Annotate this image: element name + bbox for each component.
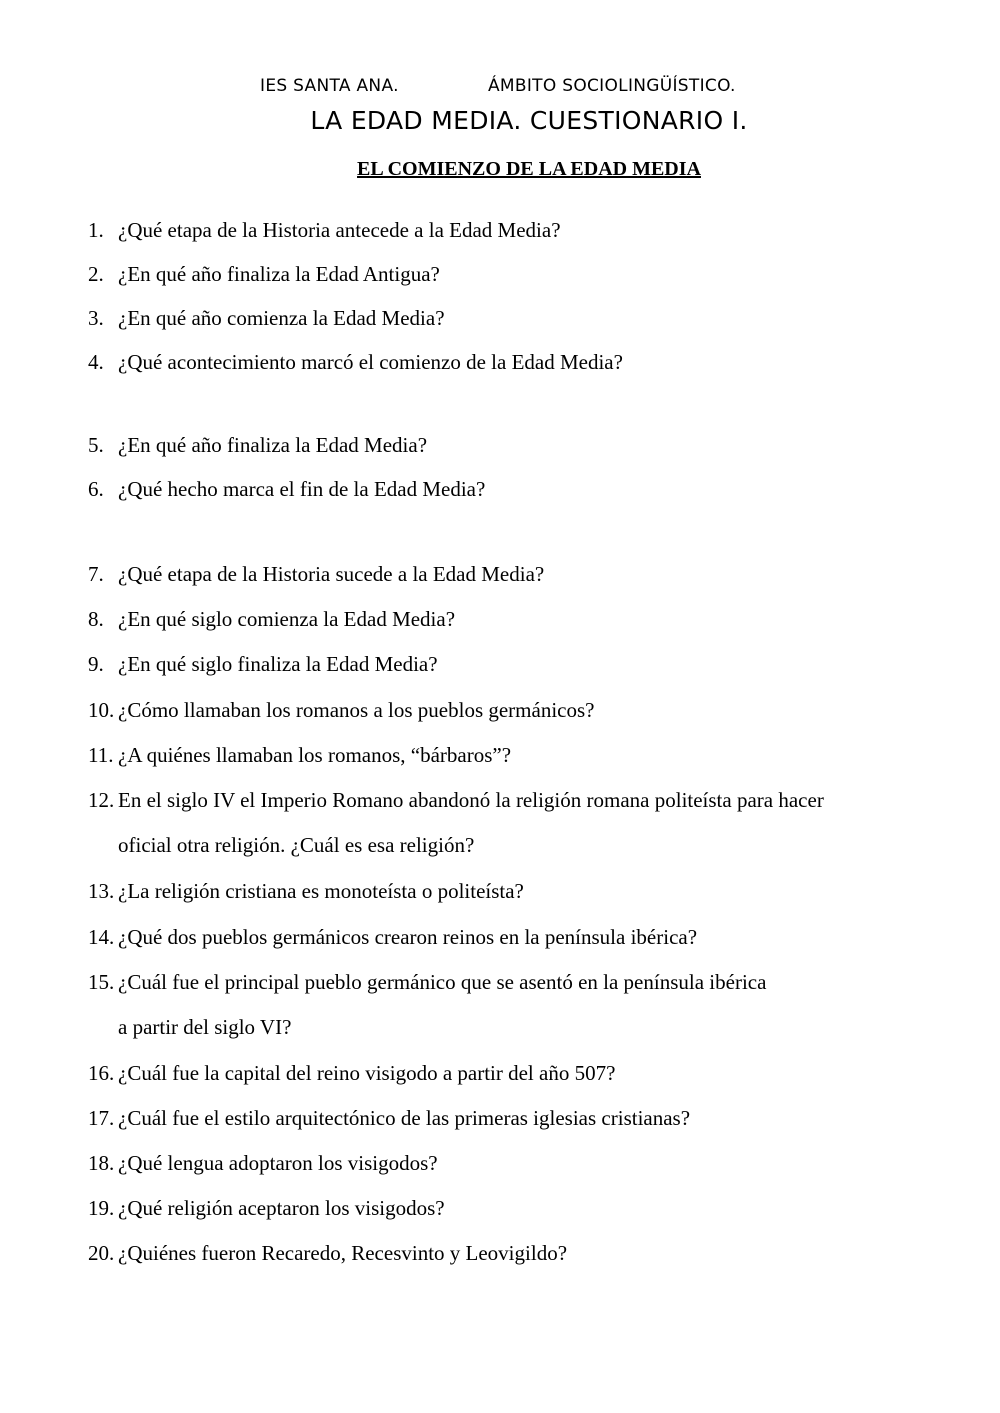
- question-item: [88, 778, 948, 868]
- question-text: ¿Qué etapa de la Historia antecede a la Edad Media?: [118, 218, 561, 242]
- question-number: 18.: [88, 1151, 115, 1175]
- question-item: [88, 960, 948, 1050]
- question-item: [88, 252, 948, 297]
- question-item: [88, 423, 948, 468]
- question-text: ¿Cómo llamaban los romanos a los pueblos germánicos?: [118, 698, 595, 722]
- question-number: 13.: [88, 879, 115, 903]
- question-number: 1.: [88, 218, 104, 242]
- question-item: [88, 1096, 948, 1141]
- question-text: ¿Qué dos pueblos germánicos crearon reinos en la península ibérica?: [118, 925, 698, 949]
- question-number: 8.: [88, 607, 104, 631]
- question-number: 10.: [88, 698, 115, 722]
- question-number: 2.: [88, 262, 104, 286]
- question-item: [88, 340, 948, 385]
- question-item: [88, 733, 948, 778]
- question-number: 17.: [88, 1106, 115, 1130]
- section-title: EL COMIENZO DE LA EDAD MEDIA: [357, 158, 701, 180]
- question-number: 19.: [88, 1196, 115, 1220]
- question-text: ¿En qué año finaliza la Edad Antigua?: [118, 262, 440, 286]
- question-text: ¿Cuál fue el estilo arquitectónico de las primeras iglesias cristianas?: [118, 1106, 691, 1130]
- question-item: [88, 642, 948, 687]
- question-item: [88, 208, 948, 253]
- question-text: ¿Qué religión aceptaron los visigodos?: [118, 1196, 445, 1220]
- question-text: En el siglo IV el Imperio Romano abandonó la religión romana politeísta para hacer: [118, 788, 824, 812]
- question-number: 16.: [88, 1061, 115, 1085]
- question-text: ¿En qué siglo finaliza la Edad Media?: [118, 652, 438, 676]
- question-text: ¿La religión cristiana es monoteísta o politeísta?: [118, 879, 524, 903]
- question-text: ¿A quiénes llamaban los romanos, “bárbaros”?: [118, 743, 512, 767]
- question-item: [88, 1231, 948, 1276]
- question-text: ¿En qué siglo comienza la Edad Media?: [118, 607, 456, 631]
- question-number: 14.: [88, 925, 115, 949]
- question-number: 7.: [88, 562, 104, 586]
- question-number: 15.: [88, 970, 115, 994]
- question-text-continuation: oficial otra religión. ¿Cuál es esa religión?: [118, 833, 475, 857]
- question-number: 9.: [88, 652, 104, 676]
- question-text: ¿En qué año finaliza la Edad Media?: [118, 433, 428, 457]
- subject-area: ÁMBITO SOCIOLINGÜÍSTICO.: [488, 76, 736, 96]
- page-title: LA EDAD MEDIA. CUESTIONARIO I.: [310, 106, 748, 135]
- question-item: [88, 597, 948, 642]
- question-item: [88, 552, 948, 597]
- question-text: ¿Qué acontecimiento marcó el comienzo de la Edad Media?: [118, 350, 623, 374]
- question-item: [88, 915, 948, 960]
- question-item: [88, 296, 948, 341]
- question-text: ¿Qué hecho marca el fin de la Edad Media?: [118, 477, 486, 501]
- question-item: [88, 1051, 948, 1096]
- question-text-continuation: a partir del siglo VI?: [118, 1015, 292, 1039]
- question-number: 3.: [88, 306, 104, 330]
- question-item: [88, 688, 948, 733]
- question-text: ¿Cuál fue la capital del reino visigodo a partir del año 507?: [118, 1061, 616, 1085]
- question-text: ¿Quiénes fueron Recaredo, Recesvinto y Leovigildo?: [118, 1241, 568, 1265]
- question-number: 20.: [88, 1241, 115, 1265]
- question-number: 6.: [88, 477, 104, 501]
- question-text: ¿En qué año comienza la Edad Media?: [118, 306, 445, 330]
- question-number: 4.: [88, 350, 104, 374]
- question-number: 5.: [88, 433, 104, 457]
- question-item: [88, 869, 948, 914]
- school-name: IES SANTA ANA.: [260, 76, 399, 96]
- question-text: ¿Cuál fue el principal pueblo germánico que se asentó en la península ibérica: [118, 970, 767, 994]
- question-item: [88, 467, 948, 512]
- question-item: [88, 1186, 948, 1231]
- question-item: [88, 1141, 948, 1186]
- question-text: ¿Qué etapa de la Historia sucede a la Edad Media?: [118, 562, 545, 586]
- question-text: ¿Qué lengua adoptaron los visigodos?: [118, 1151, 438, 1175]
- question-number: 12.: [88, 788, 115, 812]
- question-number: 11.: [88, 743, 114, 767]
